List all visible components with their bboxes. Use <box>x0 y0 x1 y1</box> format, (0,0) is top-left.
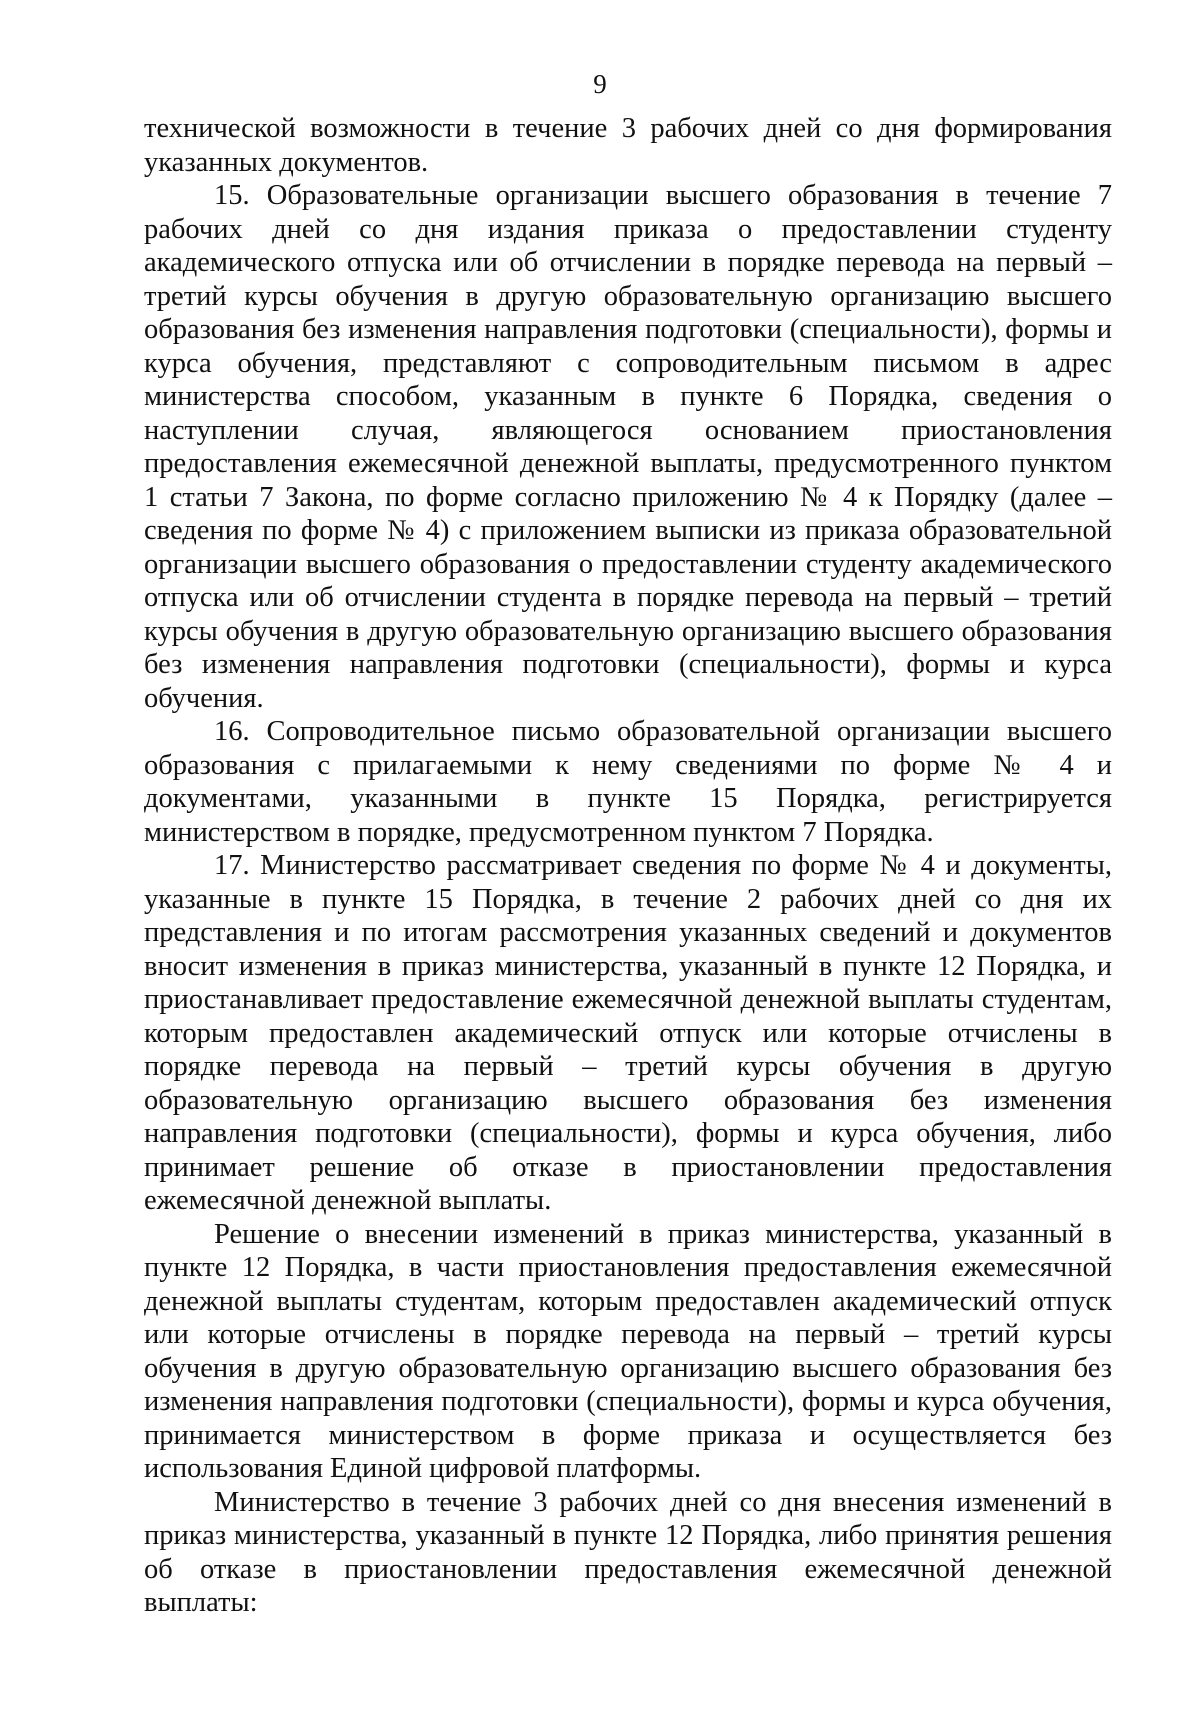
paragraph-ministry-duties: Министерство в течение 3 рабочих дней со дня внесения изменений в приказ министерства, указанный в пункте 12 Порядка, либо принятия решения об отказе в приостановлении предоставления ежемесячной денежной выплаты: <box>144 1486 1112 1618</box>
paragraph-item-17: 17. Министерство рассматривает сведения по форме № 4 и документы, указанные в пункте 15 Порядка, в течение 2 рабочих дней со дня их представления и по итогам рассмотрения указанных сведений и документов вносит изменения в приказ министерства, указанный в пункте 12 Порядка, и приостанавливает предоставление ежемесячной денежной выплаты студентам, которым предоставлен академический отпуск или которые отчислены в порядке перевода на первый – третий курсы обучения в другую образовательную организацию высшего образования без изменения направления подготовки (специальности), формы и курса обучения, либо принимает решение об отказе в приостановлении предоставления ежемесячной денежной выплаты. <box>144 850 1112 1216</box>
page-number: 9 <box>593 69 607 99</box>
body-text <box>144 112 1112 1620</box>
paragraph-item-15: 15. Образовательные организации высшего образования в течение 7 рабочих дней со дня издания приказа о предоставлении студенту академического отпуска или об отчислении в порядке перевода на первый – третий курсы обучения в другую образовательную организацию высшего образования без изменения направления подготовки (специальности), формы и курса обучения, представляют с сопроводительным письмом в адрес министерства способом, указанным в пункте 6 Порядка, сведения о наступлении случая, являющегося основанием приостановления предоставления ежемесячной денежной выплаты, предусмотренного пунктом 1 статьи 7 Закона, по форме согласно приложению № 4 к Порядку (далее – сведения по форме № 4) с приложением выписки из приказа образовательной организации высшего образования о предоставлении студенту академического отпуска или об отчислении студента в порядке перевода на первый – третий курсы обучения в другую образовательную организацию высшего образования без изменения направления подготовки (специальности), формы и курса обучения. <box>144 180 1112 714</box>
paragraph-continuation: технической возможности в течение 3 рабочих дней со дня формирования указанных документов. <box>144 113 1112 178</box>
paragraph-decision: Решение о внесении изменений в приказ министерства, указанный в пункте 12 Порядка, в части приостановления предоставления ежемесячной денежной выплаты студентам, которым предоставлен академический отпуск или которые отчислены в порядке перевода на первый – третий курсы обучения в другую образовательную организацию высшего образования без изменения направления подготовки (специальности), формы и курса обучения, принимается министерством в форме приказа и осуществляется без использования Единой цифровой платформы. <box>144 1218 1112 1484</box>
paragraph-item-16: 16. Сопроводительное письмо образовательной организации высшего образования с прилагаемыми к нему сведениями по форме № 4 и документами, указанными в пункте 15 Порядка, регистрируется министерством в порядке, предусмотренном пунктом 7 Порядка. <box>144 716 1112 848</box>
